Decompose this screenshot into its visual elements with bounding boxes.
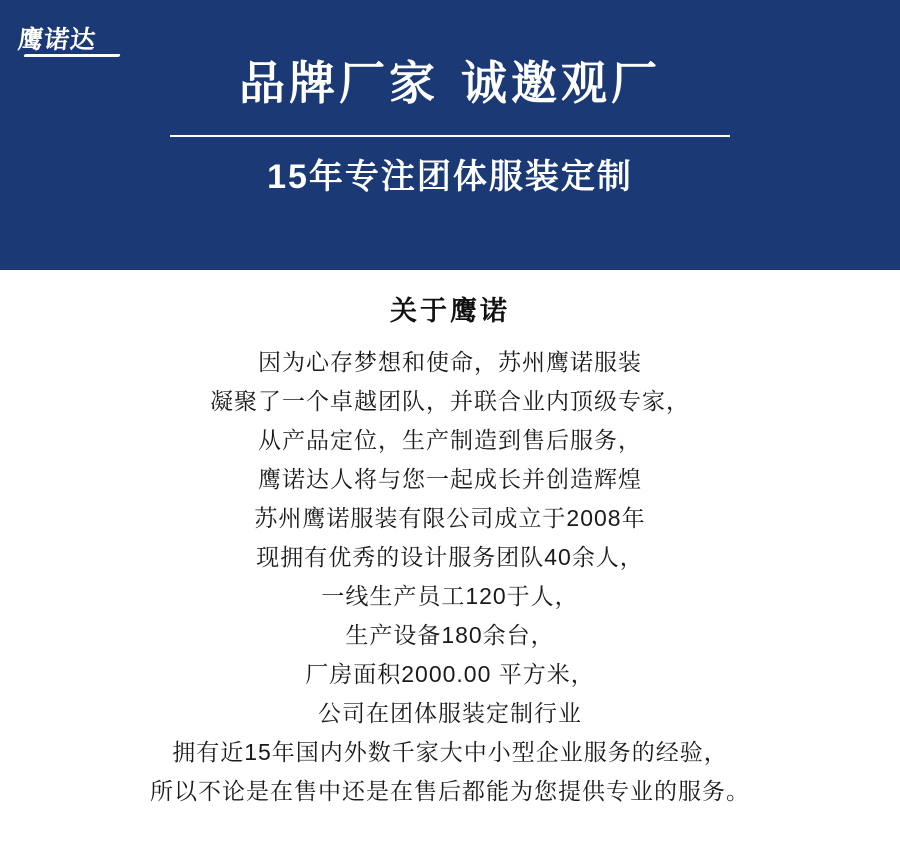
about-heading: 关于鹰诺 <box>390 296 510 326</box>
about-line: 苏州鹰诺服装有限公司成立于2008年 <box>254 505 646 532</box>
banner-title-part2: 诚邀观厂 <box>461 57 661 109</box>
about-section <box>0 270 900 811</box>
about-line: 公司在团体服装定制行业 <box>318 700 582 727</box>
banner-divider <box>170 135 730 137</box>
brand-logo-text: 鹰诺达 <box>16 26 98 54</box>
about-line: 因为心存梦想和使命，苏州鹰诺服装 <box>258 349 642 376</box>
about-line: 生产设备180余台， <box>345 622 555 649</box>
about-line: 一线生产员工120于人， <box>321 583 579 610</box>
about-line: 厂房面积2000.00 平方米， <box>305 661 595 688</box>
about-line: 鹰诺达人将与您一起成长并创造辉煌 <box>258 466 642 493</box>
about-line: 现拥有优秀的设计服务团队40余人， <box>256 544 644 571</box>
about-line: 拥有近15年国内外数千家大中小型企业服务的经验， <box>172 739 728 766</box>
about-line: 凝聚了一个卓越团队，并联合业内顶级专家， <box>210 388 690 415</box>
about-line: 所以不论是在售中还是在售后都能为您提供专业的服务。 <box>150 778 750 805</box>
banner-title <box>239 58 661 109</box>
about-line: 从产品定位，生产制造到售后服务， <box>258 427 642 454</box>
banner-content <box>0 0 900 270</box>
hero-banner <box>0 0 900 270</box>
about-paragraph <box>0 343 900 811</box>
banner-title-part1: 品牌厂家 <box>239 57 439 109</box>
banner-subtitle: 15年专注团体服装定制 <box>267 157 633 196</box>
